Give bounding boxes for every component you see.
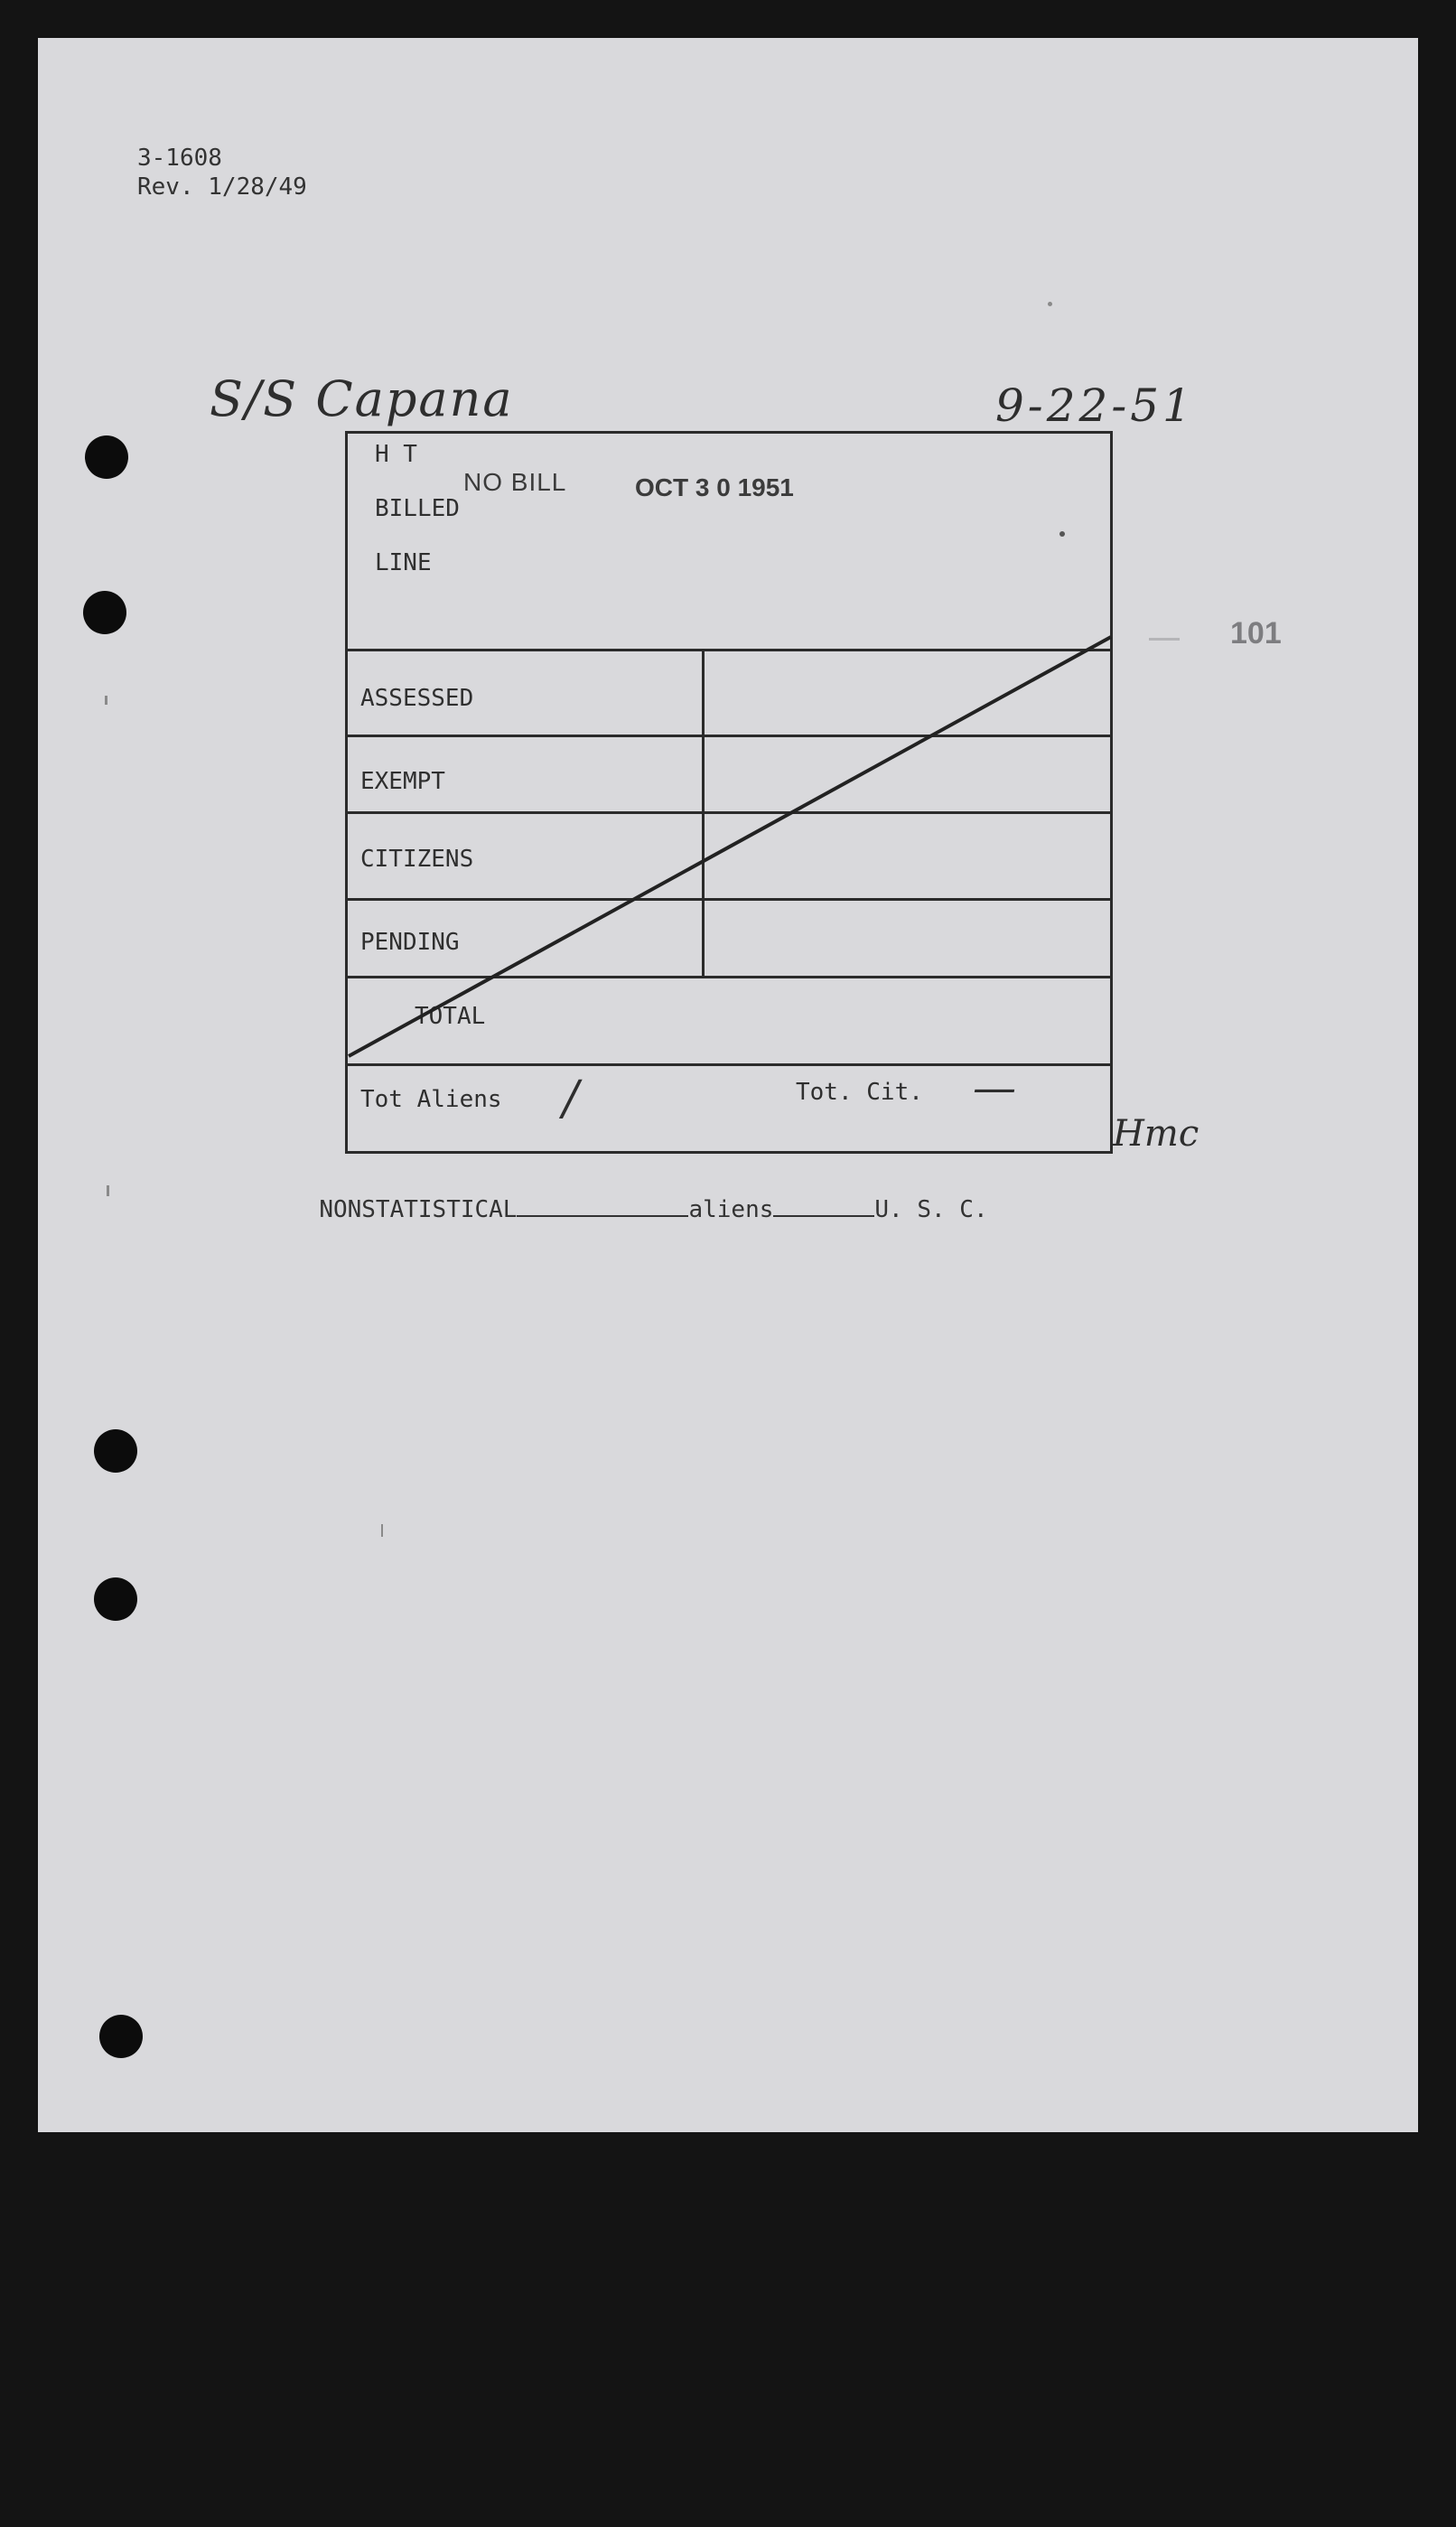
punch-hole [94,1577,137,1621]
nonstatistical-blank [517,1197,688,1217]
usc-label: U. S. C. [874,1196,988,1223]
no-bill-stamp: NO BILL [463,468,567,496]
tot-cit-value: — [973,1062,1016,1113]
label-assessed: ASSESSED [360,685,474,712]
form-number: 3-1608 [137,145,222,172]
diagonal-strike [349,637,1111,1056]
label-total: TOTAL [415,1003,486,1030]
label-pending: PENDING [360,929,460,956]
page-number: 101 [1230,616,1282,650]
punch-hole [83,591,126,634]
punch-hole [85,435,128,479]
cancel-line [345,431,1113,1154]
handwritten-date: 9-22-51 [995,379,1195,432]
dash-mark [1149,638,1180,641]
stray-mark [105,696,107,705]
label-exempt: EXEMPT [360,768,445,795]
stray-mark [107,1185,109,1196]
stray-mark [1048,302,1052,306]
label-tot-aliens: Tot Aliens [360,1086,502,1113]
vessel-name: S/S Capana [210,370,514,427]
label-tot-cit: Tot. Cit. [796,1079,923,1106]
label-ht: H T [375,441,417,468]
initials: Hmc [1113,1113,1199,1155]
manifest-summary-form [345,431,1113,1154]
aliens-blank [773,1197,874,1217]
aliens-label: aliens [688,1196,774,1223]
label-billed: BILLED [375,495,460,522]
punch-hole [99,2015,143,2058]
tot-aliens-value: / [563,1072,579,1126]
label-line: LINE [375,549,432,576]
revision-date: Rev. 1/28/49 [137,173,307,201]
nonstatistical-label: NONSTATISTICAL [319,1196,518,1223]
date-stamp: OCT 3 0 1951 [635,473,794,501]
nonstatistical-line [291,1169,988,1223]
label-citizens: CITIZENS [360,846,474,873]
punch-hole [94,1429,137,1473]
stray-mark [381,1524,383,1537]
